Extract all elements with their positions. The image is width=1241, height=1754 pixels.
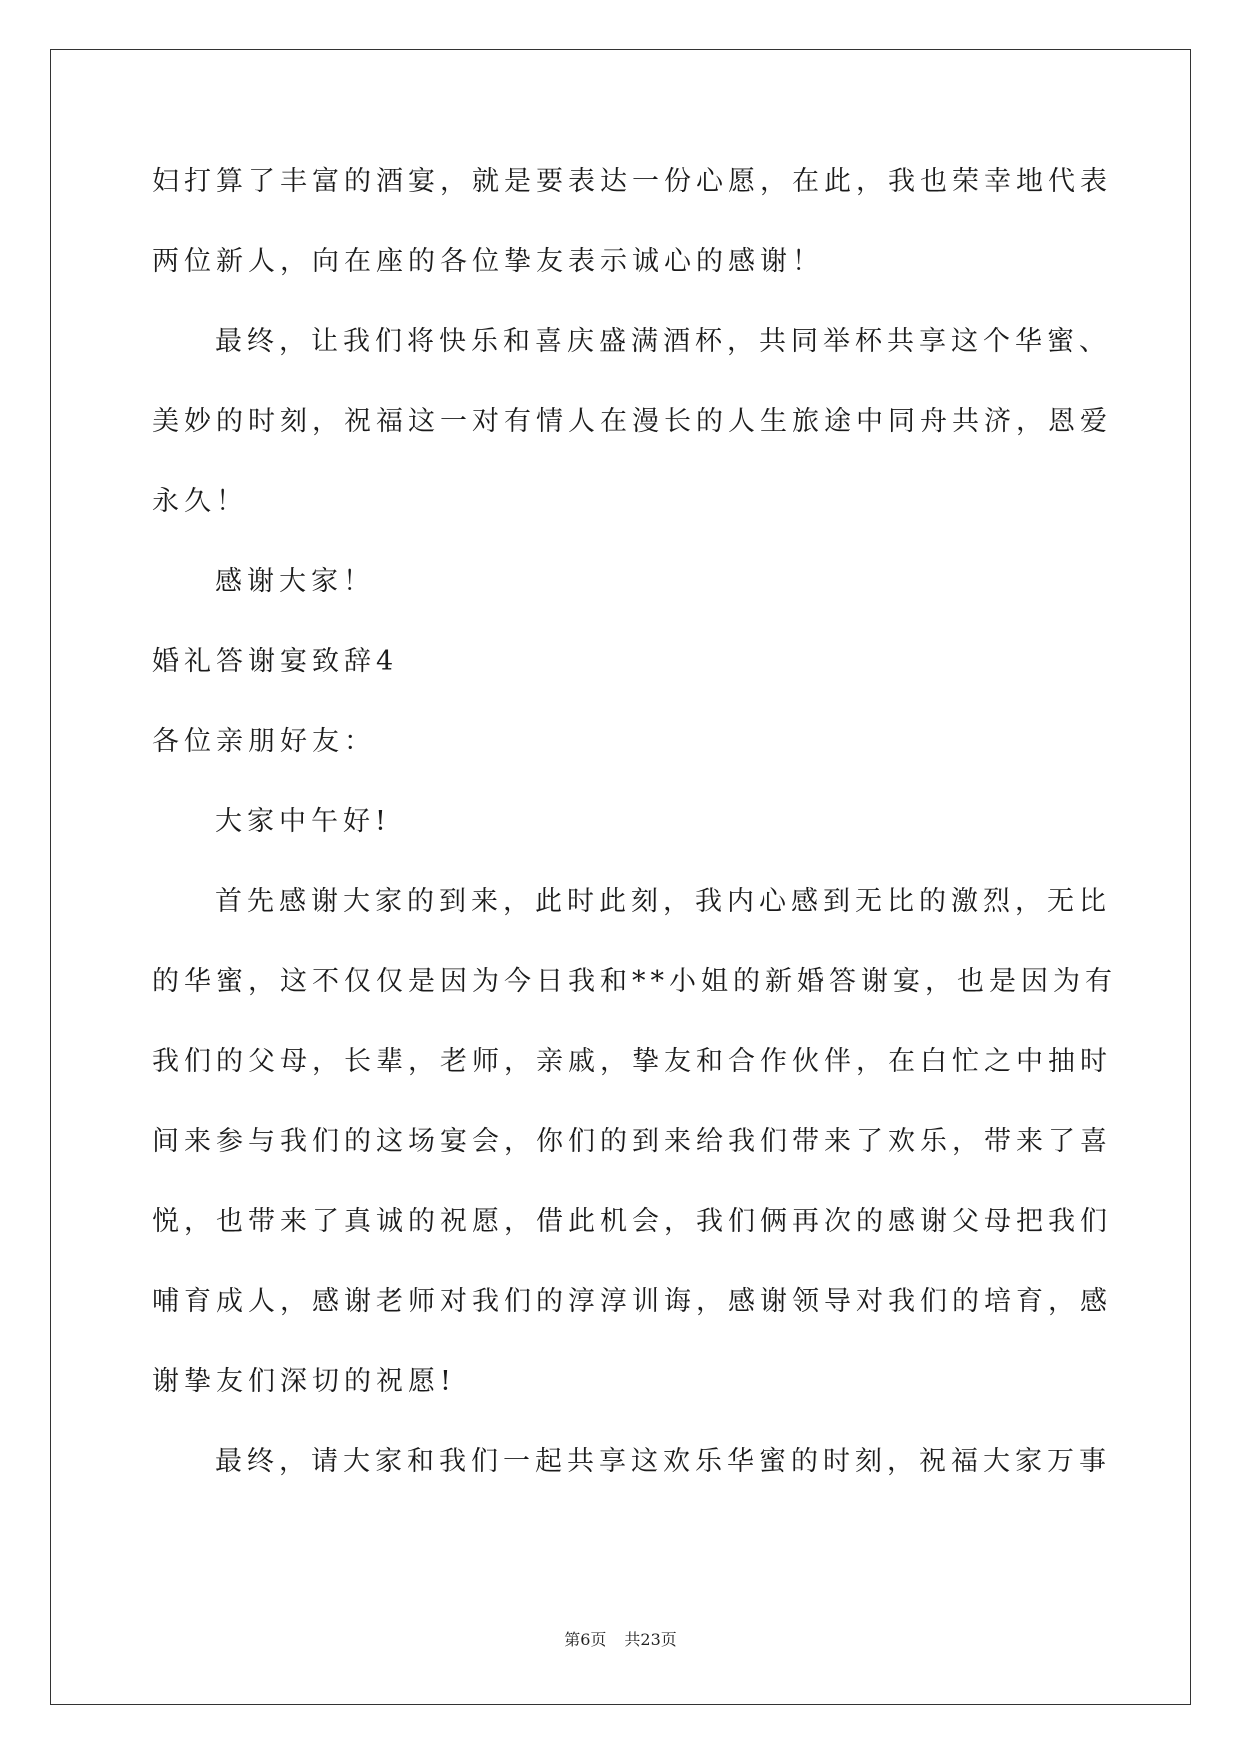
text-line-13: 间来参与我们的这场宴会，你们的到来给我们带来了欢乐，带来了喜	[152, 1126, 1112, 1157]
text-line-14: 悦，也带来了真诚的祝愿，借此机会，我们俩再次的感谢父母把我们	[152, 1206, 1112, 1237]
text-line-5: 永久！	[152, 486, 248, 517]
text-line-11: 的华蜜，这不仅仅是因为今日我和**小姐的新婚答谢宴，也是因为有	[152, 966, 1117, 997]
salutation: 各位亲朋好友：	[152, 726, 376, 757]
page-total: 共23页	[624, 1630, 677, 1649]
text-line-17: 最终，请大家和我们一起共享这欢乐华蜜的时刻，祝福大家万事	[215, 1446, 1111, 1477]
text-line-1: 妇打算了丰富的酒宴，就是要表达一份心愿，在此，我也荣幸地代表	[152, 166, 1112, 197]
section-heading: 婚礼答谢宴致辞4	[152, 646, 399, 677]
text-line-15: 哺育成人，感谢老师对我们的淳淳训诲，感谢领导对我们的培育，感	[152, 1286, 1112, 1317]
text-line-2: 两位新人，向在座的各位挚友表示诚心的感谢！	[152, 246, 824, 277]
page-number: 第6页	[564, 1630, 607, 1649]
text-line-6: 感谢大家！	[215, 566, 375, 597]
text-line-10: 首先感谢大家的到来，此时此刻，我内心感到无比的激烈，无比	[215, 886, 1111, 917]
text-line-16: 谢挚友们深切的祝愿!	[152, 1366, 456, 1397]
greeting: 大家中午好!	[215, 806, 391, 837]
text-line-3: 最终，让我们将快乐和喜庆盛满酒杯，共同举杯共享这个华蜜、	[215, 326, 1111, 357]
document-body	[152, 160, 1117, 1520]
text-line-4: 美妙的时刻，祝福这一对有情人在漫长的人生旅途中同舟共济，恩爱	[152, 406, 1112, 437]
text-line-12: 我们的父母，长辈，老师，亲戚，挚友和合作伙伴，在白忙之中抽时	[152, 1046, 1112, 1077]
page-footer	[0, 1627, 1241, 1650]
